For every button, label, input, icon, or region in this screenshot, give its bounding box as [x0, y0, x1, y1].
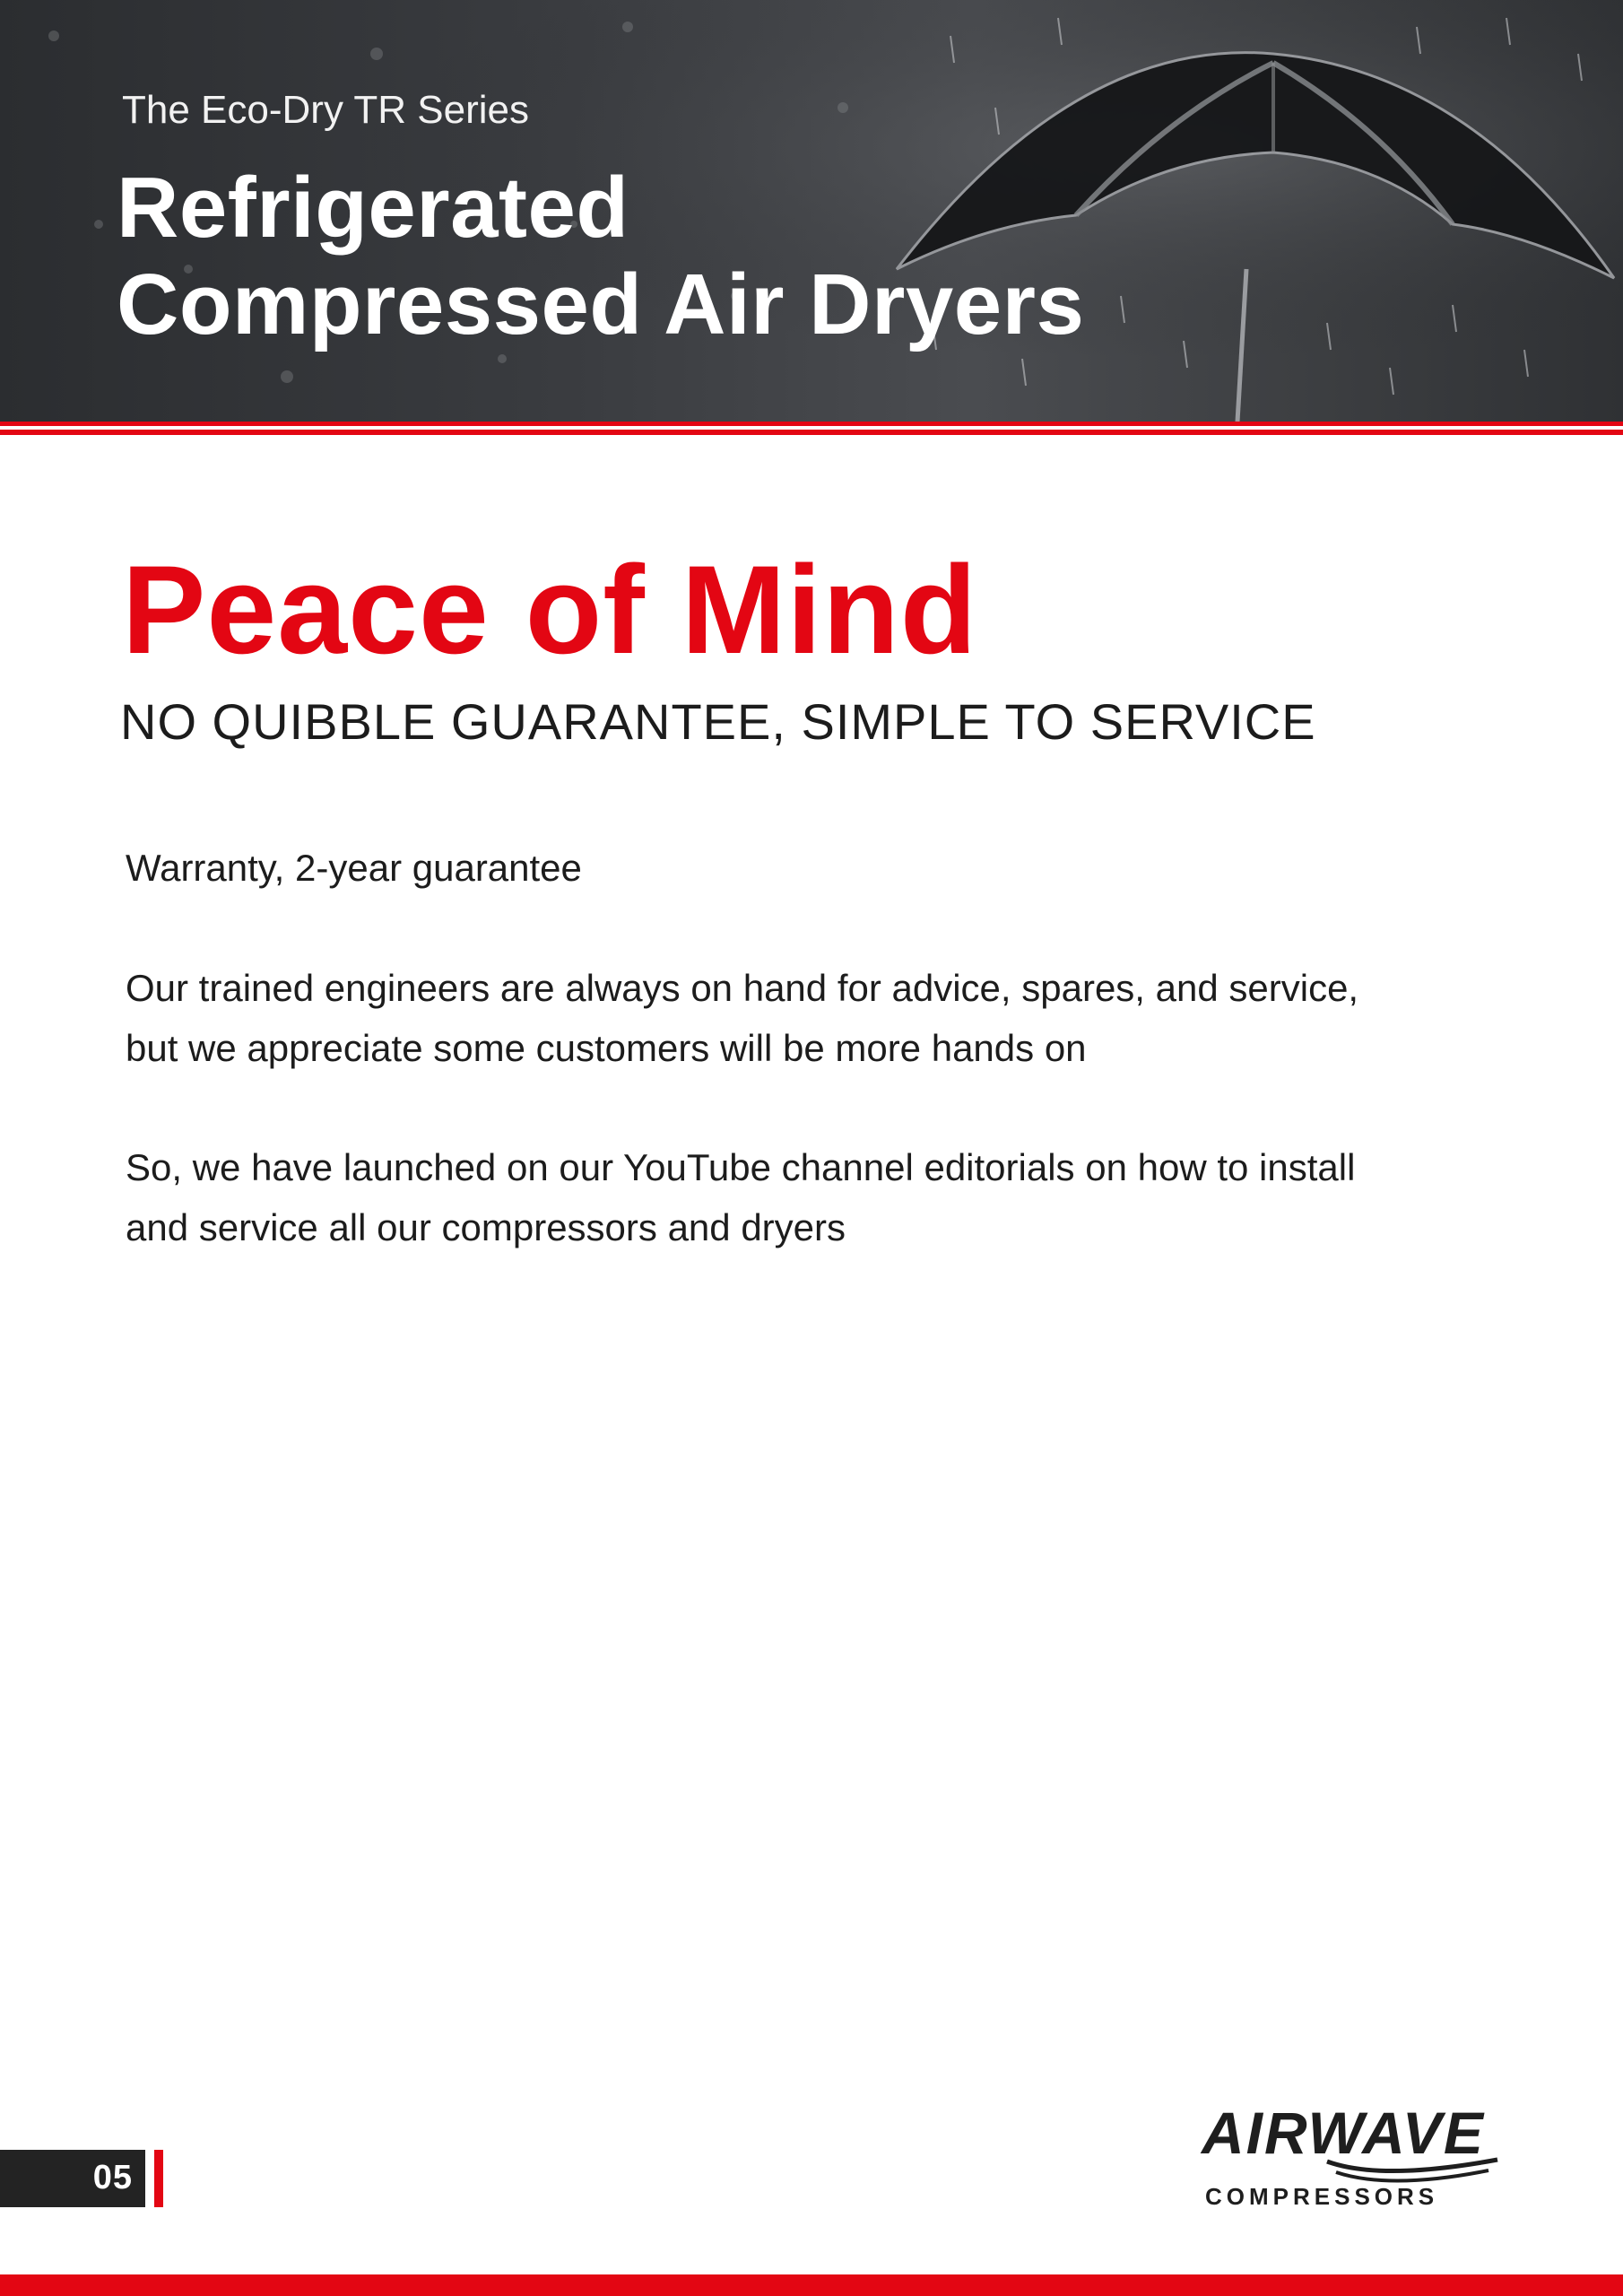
- header-banner: [0, 0, 1623, 422]
- engineers-paragraph: Our trained engineers are always on hand for advice, spares, and service, but we appreciate some customers will be more hands on: [126, 967, 1359, 1069]
- page-subheading: NO QUIBBLE GUARANTEE, SIMPLE TO SERVICE: [120, 693, 1316, 750]
- header-divider: [0, 422, 1623, 426]
- banner-title-line2: Compressed Air Dryers: [117, 257, 1085, 352]
- page-number-tab: [0, 2150, 145, 2207]
- banner-title: [117, 160, 1084, 353]
- header-divider-secondary: [0, 430, 1623, 435]
- page-headline: Peace of Mind: [122, 539, 978, 680]
- airwave-logo: [1202, 2099, 1506, 2215]
- logo-wordmark: AIRWAVE: [1202, 2100, 1485, 2166]
- warranty-paragraph: Warranty, 2-year guarantee: [126, 847, 582, 889]
- banner-title-line1: Refrigerated: [117, 160, 629, 256]
- logo-subtitle: COMPRESSORS: [1205, 2183, 1439, 2210]
- footer-divider: [0, 2274, 1623, 2296]
- page-number-accent: [154, 2150, 163, 2207]
- youtube-paragraph: So, we have launched on our YouTube channel editorials on how to install and service all our compressors and dryers: [126, 1146, 1356, 1248]
- page-number: 05: [92, 2159, 133, 2196]
- series-kicker: The Eco-Dry TR Series: [122, 88, 529, 132]
